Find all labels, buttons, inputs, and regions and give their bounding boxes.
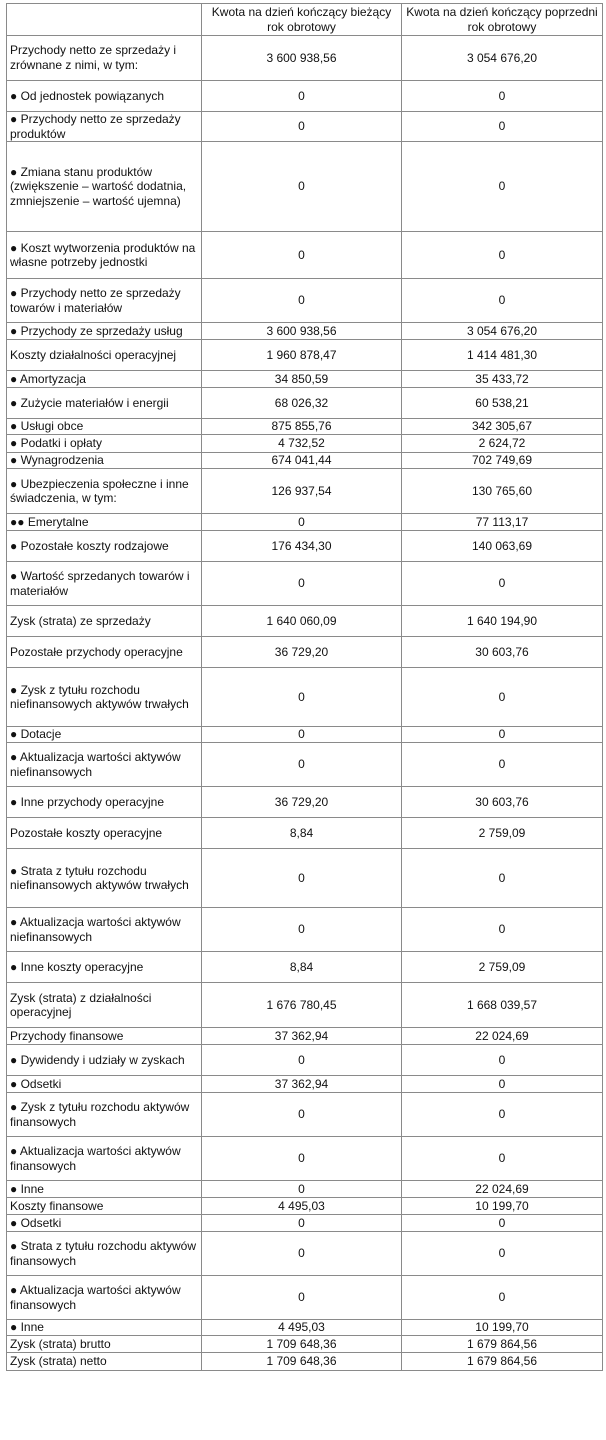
- row-label: ● Przychody netto ze sprzedaży towarów i materiałów: [7, 279, 202, 323]
- table-row: [7, 419, 603, 435]
- table-row: [7, 743, 603, 787]
- previous-year-value: 10 199,70: [402, 1198, 603, 1215]
- current-year-value: 0: [202, 142, 402, 232]
- current-year-value: 0: [202, 1276, 402, 1320]
- table-row: [7, 514, 603, 531]
- table-row: [7, 36, 603, 81]
- previous-year-value: 702 749,69: [402, 453, 603, 469]
- previous-year-value: 30 603,76: [402, 787, 603, 818]
- table-row: [7, 983, 603, 1028]
- table-row: [7, 112, 603, 142]
- row-label: ●● Emerytalne: [7, 514, 202, 531]
- previous-year-value: 0: [402, 908, 603, 952]
- current-year-value: 0: [202, 1181, 402, 1198]
- row-label: Pozostałe przychody operacyjne: [7, 637, 202, 668]
- current-year-value: 34 850,59: [202, 371, 402, 388]
- table-row: [7, 849, 603, 908]
- row-label: ● Amortyzacja: [7, 371, 202, 388]
- row-label: ● Koszt wytworzenia produktów na własne potrzeby jednostki: [7, 232, 202, 279]
- previous-year-value: 2 624,72: [402, 435, 603, 453]
- previous-year-value: 1 679 864,56: [402, 1353, 603, 1371]
- current-year-value: 4 495,03: [202, 1198, 402, 1215]
- row-label: ● Dotacje: [7, 727, 202, 743]
- table-row: [7, 908, 603, 952]
- previous-year-value: 0: [402, 1045, 603, 1076]
- current-year-value: 3 600 938,56: [202, 323, 402, 340]
- row-label: ● Inne koszty operacyjne: [7, 952, 202, 983]
- row-label: Przychody finansowe: [7, 1028, 202, 1045]
- current-year-value: 0: [202, 1137, 402, 1181]
- row-label: ● Strata z tytułu rozchodu aktywów finansowych: [7, 1232, 202, 1276]
- table-row: [7, 1320, 603, 1336]
- previous-year-value: 0: [402, 727, 603, 743]
- current-year-value: 8,84: [202, 818, 402, 849]
- current-year-value: 0: [202, 1232, 402, 1276]
- previous-year-value: 0: [402, 1215, 603, 1232]
- current-year-value: 0: [202, 849, 402, 908]
- table-row: [7, 1276, 603, 1320]
- row-label: Koszty działalności operacyjnej: [7, 340, 202, 371]
- previous-year-value: 10 199,70: [402, 1320, 603, 1336]
- previous-year-value: 0: [402, 1232, 603, 1276]
- row-label: ● Podatki i opłaty: [7, 435, 202, 453]
- row-label: ● Odsetki: [7, 1076, 202, 1093]
- row-label: ● Przychody ze sprzedaży usług: [7, 323, 202, 340]
- row-label: ● Aktualizacja wartości aktywów finansowych: [7, 1276, 202, 1320]
- row-label: ● Wartość sprzedanych towarów i materiałów: [7, 562, 202, 606]
- row-label: Zysk (strata) brutto: [7, 1336, 202, 1353]
- table-row: [7, 1353, 603, 1371]
- previous-year-value: 3 054 676,20: [402, 36, 603, 81]
- previous-year-value: 0: [402, 142, 603, 232]
- row-label: Zysk (strata) netto: [7, 1353, 202, 1371]
- current-year-value: 36 729,20: [202, 787, 402, 818]
- row-label: ● Dywidendy i udziały w zyskach: [7, 1045, 202, 1076]
- row-label: ● Wynagrodzenia: [7, 453, 202, 469]
- current-year-value: 0: [202, 1045, 402, 1076]
- previous-year-value: 0: [402, 112, 603, 142]
- row-label: ● Zmiana stanu produktów (zwiększenie – wartość dodatnia, zmniejszenie – wartość ujemna): [7, 142, 202, 232]
- previous-year-value: 3 054 676,20: [402, 323, 603, 340]
- previous-year-value: 1 668 039,57: [402, 983, 603, 1028]
- current-year-value: 0: [202, 743, 402, 787]
- table-row: [7, 340, 603, 371]
- current-year-value: 176 434,30: [202, 531, 402, 562]
- current-year-value: 0: [202, 1215, 402, 1232]
- table-row: [7, 531, 603, 562]
- row-label: ● Inne: [7, 1181, 202, 1198]
- row-label: Zysk (strata) ze sprzedaży: [7, 606, 202, 637]
- current-year-value: 875 855,76: [202, 419, 402, 435]
- table-row: [7, 1093, 603, 1137]
- previous-year-value: 22 024,69: [402, 1028, 603, 1045]
- previous-year-value: 1 679 864,56: [402, 1336, 603, 1353]
- row-label: ● Pozostałe koszty rodzajowe: [7, 531, 202, 562]
- table-row: [7, 1028, 603, 1045]
- previous-year-value: 0: [402, 1137, 603, 1181]
- current-year-value: 1 960 878,47: [202, 340, 402, 371]
- previous-year-value: 0: [402, 562, 603, 606]
- row-label: ● Od jednostek powiązanych: [7, 81, 202, 112]
- previous-year-value: 0: [402, 1076, 603, 1093]
- previous-year-value: 2 759,09: [402, 952, 603, 983]
- row-label: ● Inne: [7, 1320, 202, 1336]
- current-year-value: 674 041,44: [202, 453, 402, 469]
- current-year-value: 0: [202, 232, 402, 279]
- previous-year-value: 0: [402, 1093, 603, 1137]
- previous-year-value: 30 603,76: [402, 637, 603, 668]
- row-label: ● Zysk z tytułu rozchodu aktywów finansowych: [7, 1093, 202, 1137]
- table-row: [7, 1076, 603, 1093]
- row-label: ● Przychody netto ze sprzedaży produktów: [7, 112, 202, 142]
- table-row: [7, 371, 603, 388]
- table-row: [7, 1215, 603, 1232]
- previous-year-value: 22 024,69: [402, 1181, 603, 1198]
- table-header-row: [7, 4, 603, 36]
- table-row: [7, 668, 603, 727]
- previous-year-value: 1 414 481,30: [402, 340, 603, 371]
- previous-year-value: 77 113,17: [402, 514, 603, 531]
- current-year-value: 0: [202, 1093, 402, 1137]
- previous-year-value: 1 640 194,90: [402, 606, 603, 637]
- row-label: ● Usługi obce: [7, 419, 202, 435]
- row-label: ● Aktualizacja wartości aktywów niefinansowych: [7, 743, 202, 787]
- table-row: [7, 787, 603, 818]
- header-current-year: Kwota na dzień kończący bieżący rok obrotowy: [202, 4, 402, 36]
- table-row: [7, 232, 603, 279]
- row-label: ● Strata z tytułu rozchodu niefinansowych aktywów trwałych: [7, 849, 202, 908]
- table-row: [7, 606, 603, 637]
- current-year-value: 1 709 648,36: [202, 1353, 402, 1371]
- previous-year-value: 0: [402, 668, 603, 727]
- row-label: ● Aktualizacja wartości aktywów finansowych: [7, 1137, 202, 1181]
- table-row: [7, 1232, 603, 1276]
- table-row: [7, 1198, 603, 1215]
- current-year-value: 0: [202, 562, 402, 606]
- table-row: [7, 562, 603, 606]
- row-label: ● Zysk z tytułu rozchodu niefinansowych aktywów trwałych: [7, 668, 202, 727]
- previous-year-value: 2 759,09: [402, 818, 603, 849]
- row-label: ● Inne przychody operacyjne: [7, 787, 202, 818]
- current-year-value: 0: [202, 112, 402, 142]
- current-year-value: 0: [202, 668, 402, 727]
- current-year-value: 0: [202, 514, 402, 531]
- previous-year-value: 342 305,67: [402, 419, 603, 435]
- row-label: Pozostałe koszty operacyjne: [7, 818, 202, 849]
- previous-year-value: 0: [402, 279, 603, 323]
- table-row: [7, 388, 603, 419]
- current-year-value: 68 026,32: [202, 388, 402, 419]
- table-row: [7, 435, 603, 453]
- current-year-value: 0: [202, 727, 402, 743]
- table-row: [7, 323, 603, 340]
- table-row: [7, 453, 603, 469]
- current-year-value: 0: [202, 81, 402, 112]
- previous-year-value: 60 538,21: [402, 388, 603, 419]
- table-row: [7, 1137, 603, 1181]
- current-year-value: 37 362,94: [202, 1028, 402, 1045]
- current-year-value: 4 732,52: [202, 435, 402, 453]
- row-label: Przychody netto ze sprzedaży i zrównane z nimi, w tym:: [7, 36, 202, 81]
- current-year-value: 8,84: [202, 952, 402, 983]
- current-year-value: 1 640 060,09: [202, 606, 402, 637]
- header-previous-year: Kwota na dzień kończący poprzedni rok obrotowy: [402, 4, 603, 36]
- table-row: [7, 469, 603, 514]
- income-statement-table: [6, 3, 603, 1371]
- previous-year-value: 140 063,69: [402, 531, 603, 562]
- previous-year-value: 35 433,72: [402, 371, 603, 388]
- current-year-value: 0: [202, 279, 402, 323]
- previous-year-value: 0: [402, 81, 603, 112]
- current-year-value: 36 729,20: [202, 637, 402, 668]
- previous-year-value: 130 765,60: [402, 469, 603, 514]
- current-year-value: 37 362,94: [202, 1076, 402, 1093]
- table-row: [7, 81, 603, 112]
- previous-year-value: 0: [402, 743, 603, 787]
- previous-year-value: 0: [402, 1276, 603, 1320]
- row-label: Zysk (strata) z działalności operacyjnej: [7, 983, 202, 1028]
- current-year-value: 0: [202, 908, 402, 952]
- current-year-value: 126 937,54: [202, 469, 402, 514]
- table-body: [7, 36, 603, 1371]
- current-year-value: 3 600 938,56: [202, 36, 402, 81]
- table-row: [7, 1181, 603, 1198]
- row-label: ● Ubezpieczenia społeczne i inne świadczenia, w tym:: [7, 469, 202, 514]
- header-label-cell: [7, 4, 202, 36]
- row-label: ● Odsetki: [7, 1215, 202, 1232]
- table-row: [7, 1045, 603, 1076]
- table-row: [7, 818, 603, 849]
- table-row: [7, 952, 603, 983]
- current-year-value: 1 709 648,36: [202, 1336, 402, 1353]
- row-label: ● Zużycie materiałów i energii: [7, 388, 202, 419]
- table-row: [7, 727, 603, 743]
- table-row: [7, 637, 603, 668]
- table-row: [7, 142, 603, 232]
- row-label: Koszty finansowe: [7, 1198, 202, 1215]
- row-label: ● Aktualizacja wartości aktywów niefinansowych: [7, 908, 202, 952]
- table-row: [7, 1336, 603, 1353]
- previous-year-value: 0: [402, 232, 603, 279]
- table-row: [7, 279, 603, 323]
- current-year-value: 4 495,03: [202, 1320, 402, 1336]
- current-year-value: 1 676 780,45: [202, 983, 402, 1028]
- previous-year-value: 0: [402, 849, 603, 908]
